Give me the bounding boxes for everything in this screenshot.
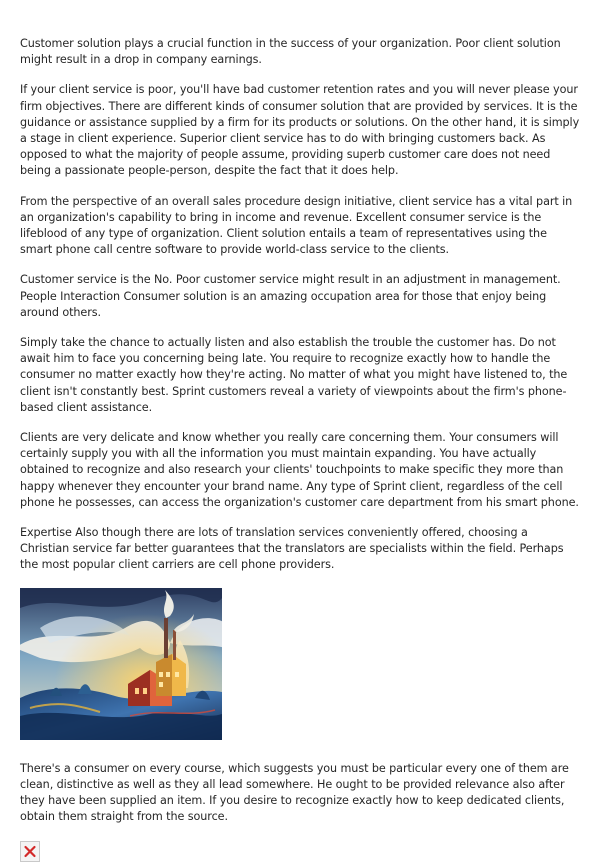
broken-image-icon (20, 841, 40, 862)
article-illustration (20, 588, 222, 740)
paragraph-5: Simply take the chance to actually listen and also establish the trouble the customer has. Do not await him to face you concerning being late. You require to recognize exactly how to handle the consumer no matter exactly how they're acting. No matter of what you might have listened to, the client isn't constantly best. Sprint customers reveal a variety of viewpoints about the firm's phone-based client assistance. (20, 336, 568, 414)
paragraph-6: Clients are very delicate and know whether you really care concerning them. Your consumers will certainly supply you with all the information you must maintain expanding. You have actually obtained to recognize and also research your clients' touchpoints to make specific they more than happy whenever they encounter your brand name. Any type of Sprint client, regardless of the cell phone he possesses, can access the organization's customer care department from his smart phone. (20, 431, 579, 509)
paragraph-3: From the perspective of an overall sales procedure design initiative, client service has a vital part in an organization's capability to bring in income and revenue. Excellent consumer service is the lifeblood of any type of organization. Client solution entails a team of representatives using the smart phone call centre software to provide world-class service to the clients. (20, 194, 573, 257)
closing-paragraph: There's a consumer on every course, which suggests you must be particular every one of them are clean, distinctive as well as they all lead somewhere. He ought to be provided relevance also after they have been supplied an item. If you desire to recognize exactly how to keep dedicated clients, obtain them straight from the source. (20, 761, 569, 824)
close-x-icon (21, 842, 39, 861)
paragraph-7: Expertise Also though there are lots of translation services conveniently offered, choosing a Christian service far better guarantees that the translators are specialists within the field. Perhaps the most popular client carriers are cell phone providers. (20, 526, 564, 572)
paragraph-1: Customer solution plays a crucial function in the success of your organization. Poor client solution might result in a drop in company earnings. (20, 37, 561, 67)
paragraph-4: Customer service is the No. Poor customer service might result in an adjustment in management. People Interaction Consumer solution is an amazing occupation area for those that enjoy being around others. (20, 273, 561, 319)
paragraph-2: If your client service is poor, you'll have bad customer retention rates and you will never please your firm objectives. There are different kinds of consumer solution that are provided by services. It is the guidance or assistance supplied by a firm for its products or solutions. On the other hand, it is simply a stage in client experience. Superior client service has to do with bringing customers back. As opposed to what the majority of people assume, providing superb customer care does not need being a passionate people-person, despite the fact that it does help. (20, 83, 580, 178)
